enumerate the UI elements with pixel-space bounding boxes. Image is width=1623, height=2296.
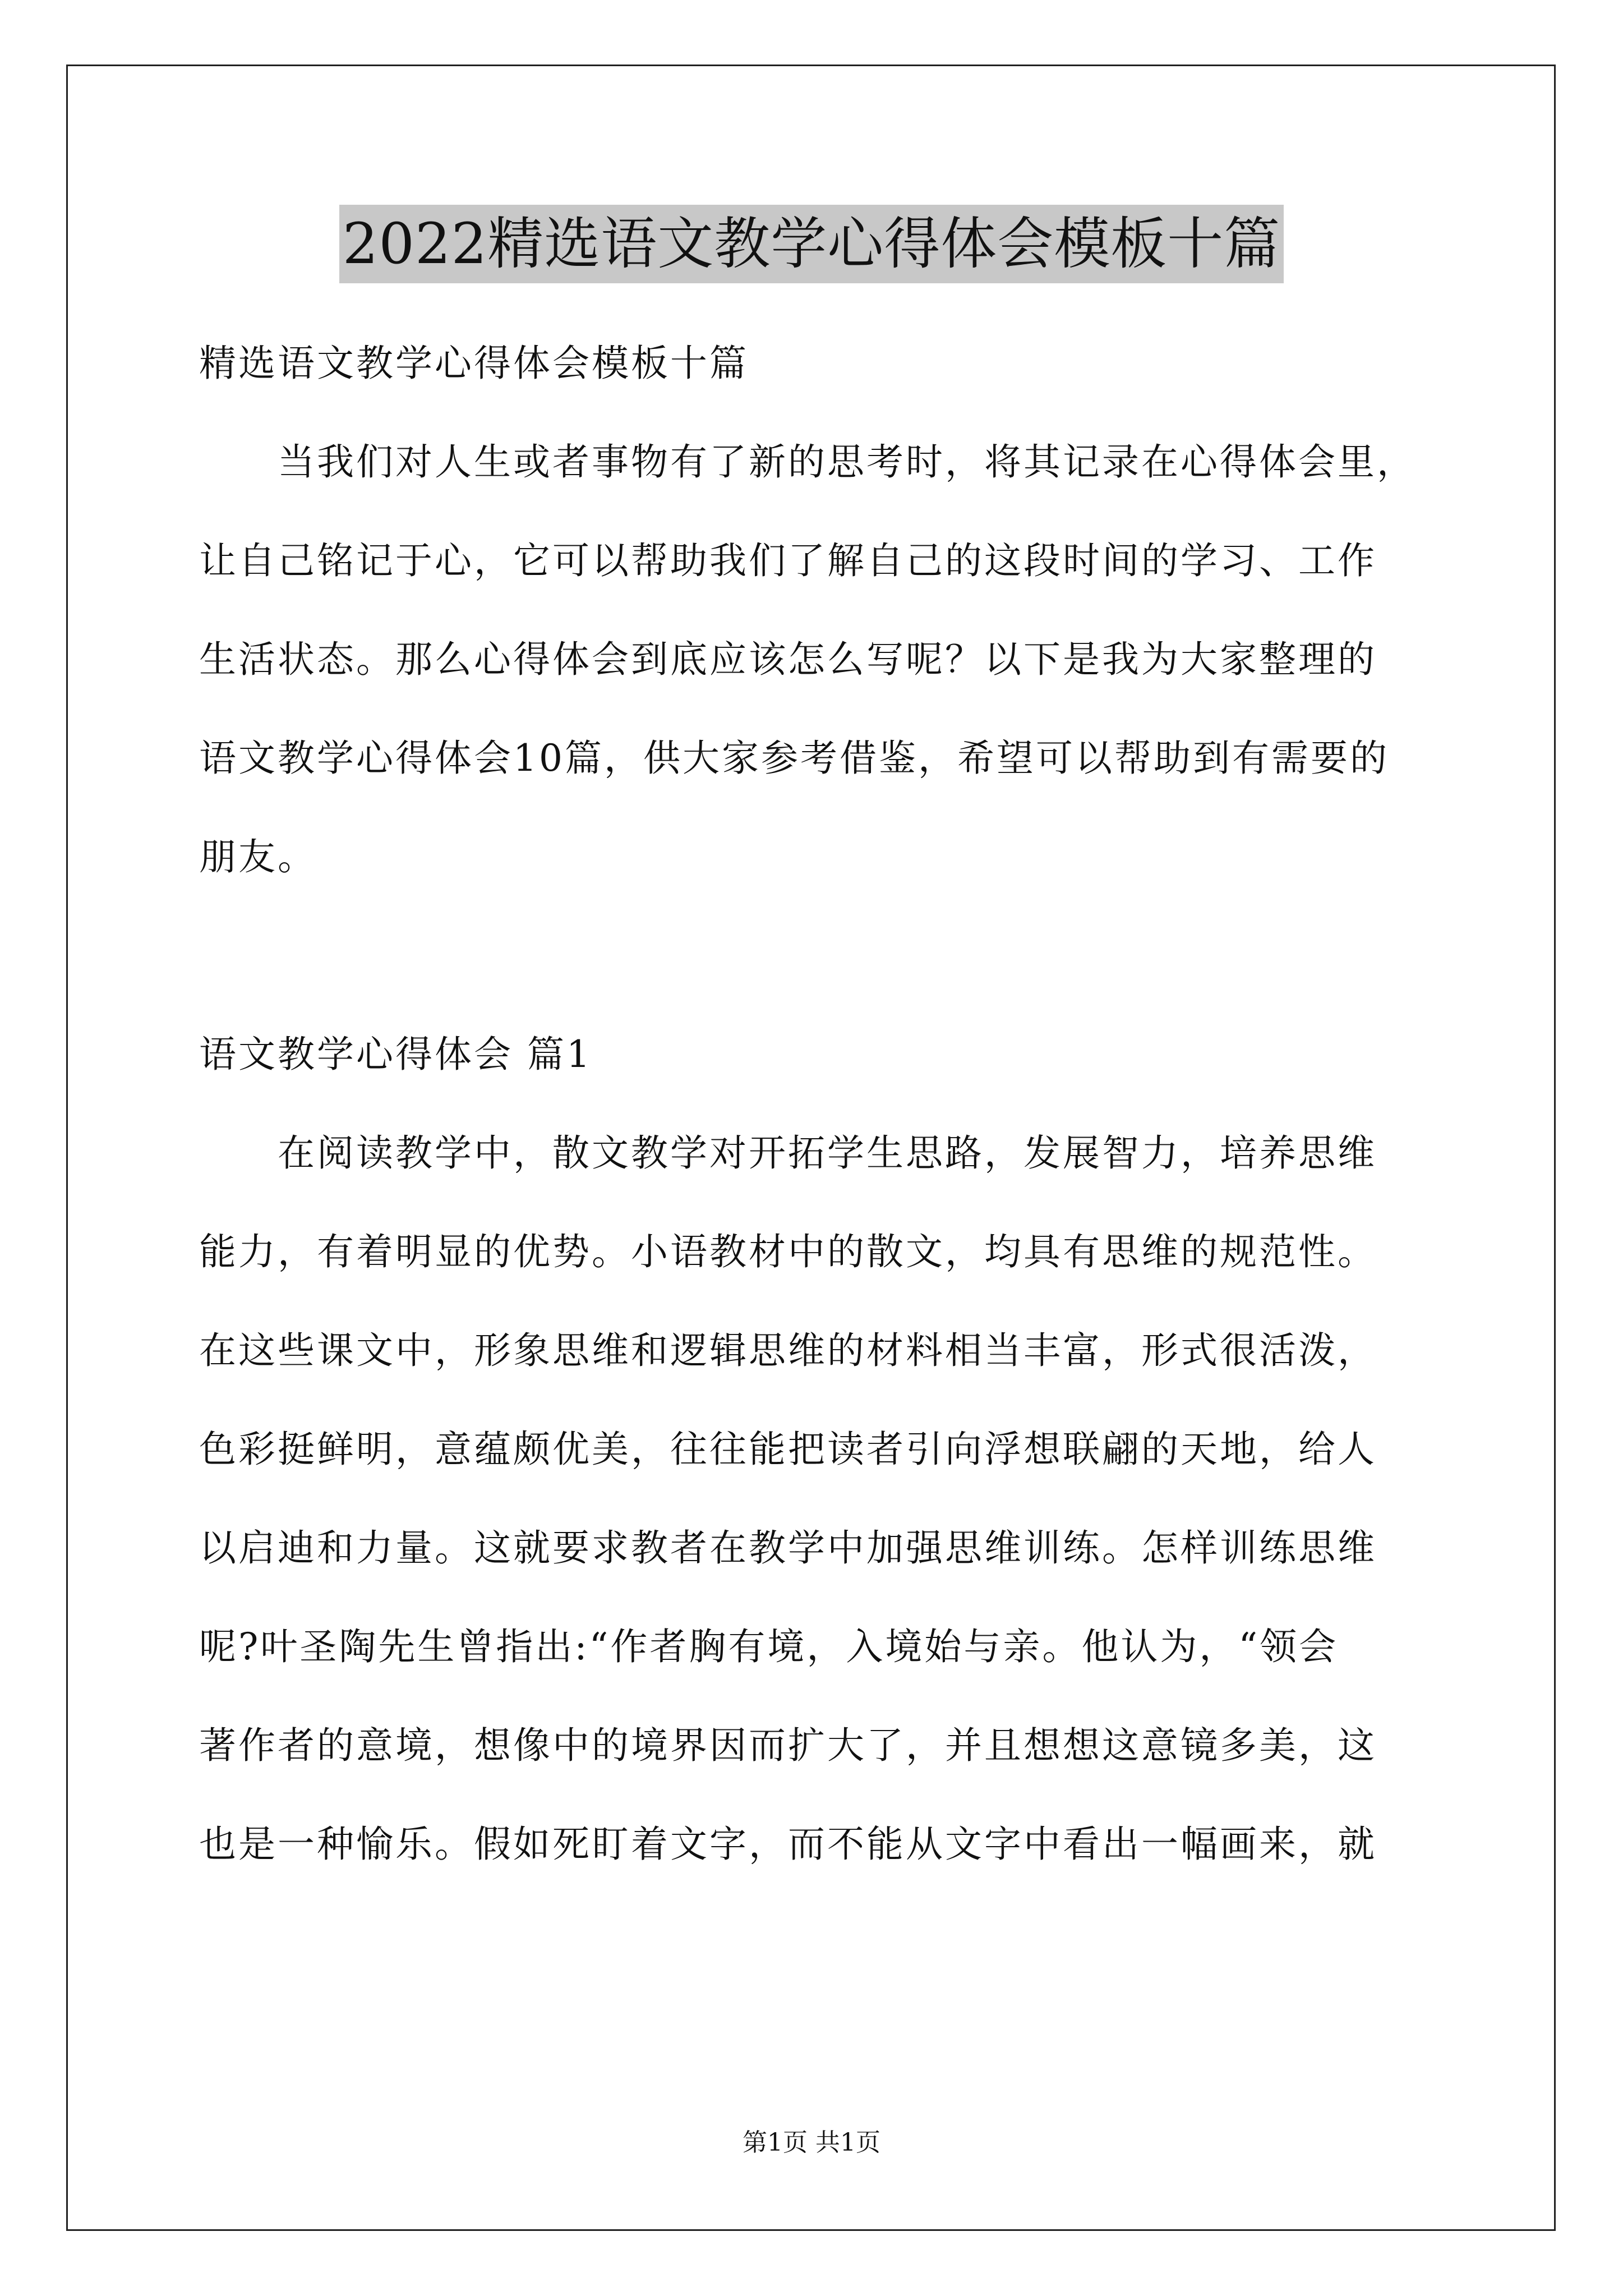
- paragraph-line: 也是一种愉乐。假如死盯着文字，而不能从文字中看出一幅画来，就: [199, 1823, 1377, 1866]
- paragraph-line: 朋友。: [199, 835, 317, 878]
- page-footer: 第1页 共1页: [743, 2128, 880, 2157]
- paragraph-line: 生活状态。那么心得体会到底应该怎么写呢？以下是我为大家整理的: [199, 638, 1377, 681]
- paragraph-line: 让自己铭记于心，它可以帮助我们了解自己的这段时间的学习、工作: [199, 539, 1377, 582]
- paragraph-line: 著作者的意境，想像中的境界因而扩大了，并且想想这意镜多美，这: [199, 1724, 1377, 1767]
- paragraph-line: 呢?叶圣陶先生曾指出:“作者胸有境，入境始与亲。他认为，“领会: [199, 1625, 1339, 1668]
- paragraph-line: 能力，有着明显的优势。小语教材中的散文，均具有思维的规范性。: [199, 1230, 1377, 1273]
- subtitle: 精选语文教学心得体会模板十篇: [199, 342, 749, 385]
- paragraph-line: 在阅读教学中，散文教学对开拓学生思路，发展智力，培养思维: [278, 1131, 1377, 1175]
- section-heading: 语文教学心得体会 篇1: [199, 1033, 592, 1076]
- paragraph-line: 语文教学心得体会10篇，供大家参考借鉴，希望可以帮助到有需要的: [199, 737, 1389, 780]
- document-body: [199, 314, 1438, 1894]
- blank-line: [199, 907, 1438, 1005]
- title-container: [0, 205, 1623, 283]
- document-title: 2022精选语文教学心得体会模板十篇: [339, 205, 1284, 283]
- paragraph-line: 以启迪和力量。这就要求教者在教学中加强思维训练。怎样训练思维: [199, 1526, 1377, 1570]
- paragraph-line: 当我们对人生或者事物有了新的思考时，将其记录在心得体会里，: [278, 440, 1416, 484]
- paragraph-line: 在这些课文中，形象思维和逻辑思维的材料相当丰富，形式很活泼，: [199, 1329, 1377, 1372]
- paragraph-line: 色彩挺鲜明，意蕴颇优美，往往能把读者引向浮想联翩的天地，给人: [199, 1428, 1377, 1471]
